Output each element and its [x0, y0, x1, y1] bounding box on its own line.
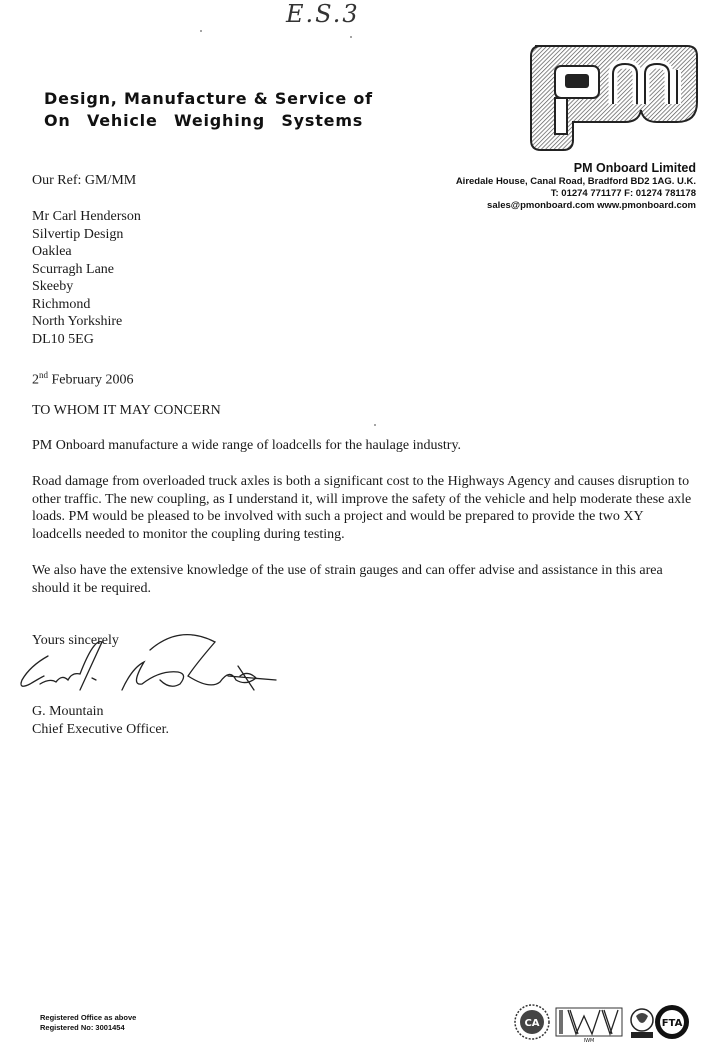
- scan-speck: [200, 30, 202, 32]
- letterhead-tagline-line2: On Vehicle Weighing Systems: [44, 111, 364, 130]
- registered-office: Registered Office as above: [40, 1013, 137, 1022]
- address-line: Richmond: [32, 296, 91, 312]
- company-name: PM Onboard Limited: [573, 161, 696, 175]
- scan-speck: [350, 36, 352, 38]
- body-paragraph: We also have the extensive knowledge of the use of strain gauges and can offer advise and assistance in this area should it be required.: [32, 563, 663, 596]
- address-line: Silvertip Design: [32, 226, 124, 242]
- body-paragraph: PM Onboard manufacture a wide range of loadcells for the haulage industry.: [32, 438, 462, 453]
- company-email-web: sales@pmonboard.com www.pmonboard.com: [487, 200, 696, 211]
- letterhead-tagline-line1: Design, Manufacture & Service of: [44, 89, 373, 108]
- letter-date: [32, 367, 134, 389]
- address-line: Scurragh Lane: [32, 261, 115, 277]
- company-phone-fax: T: 01274 771177 F: 01274 781178: [550, 188, 696, 199]
- date-rest: February 2006: [48, 372, 134, 388]
- signatory-name: G. Mountain: [32, 704, 104, 719]
- handwritten-signature: [10, 628, 280, 698]
- accreditation-badges: [512, 1000, 692, 1042]
- address-line: DL10 5EG: [32, 331, 94, 347]
- registration-info: [40, 1013, 136, 1032]
- address-line: Mr Carl Henderson: [32, 209, 141, 224]
- registered-number: Registered No: 3001454: [40, 1022, 125, 1032]
- iwm-badge-label: IWM: [583, 1038, 595, 1042]
- signatory-title: Chief Executive Officer.: [32, 722, 169, 737]
- address-line: Oaklea: [32, 244, 72, 259]
- ca-badge: [515, 1005, 549, 1039]
- closing: Yours sincerely: [32, 633, 119, 648]
- salutation: TO WHOM IT MAY CONCERN: [32, 403, 221, 418]
- address-line: North Yorkshire: [32, 314, 123, 329]
- ca-badge-label: CA: [524, 1018, 540, 1029]
- body-paragraph: Road damage from overloaded truck axles is both a significant cost to the Highways Agency and causes disruption to other traffic. The new coupling, as I understand it, will improve the safety of the vehicle and help moderate these axle loads. PM would be pleased to be involved with such a project and would be prepared to provide the two XY loadcells needed to monitor the coupling during testing.: [32, 474, 692, 542]
- company-address: Airedale House, Canal Road, Bradford BD2 1AG. U.K.: [455, 176, 696, 187]
- iwm-badge: [556, 1008, 622, 1042]
- handwritten-annotation: E.S.3: [286, 0, 360, 28]
- crest-badge: [631, 1009, 653, 1038]
- date-suffix: nd: [39, 370, 48, 380]
- recipient-address: [32, 208, 141, 348]
- address-line: Skeeby: [32, 279, 74, 294]
- our-reference: Our Ref: GM/MM: [32, 173, 137, 188]
- fta-badge: [655, 1005, 689, 1039]
- fta-badge-label: FTA: [661, 1018, 683, 1029]
- company-details: [456, 160, 696, 212]
- date-day: 2: [32, 372, 39, 388]
- scan-speck: [374, 424, 376, 426]
- pm-logo: [527, 40, 699, 156]
